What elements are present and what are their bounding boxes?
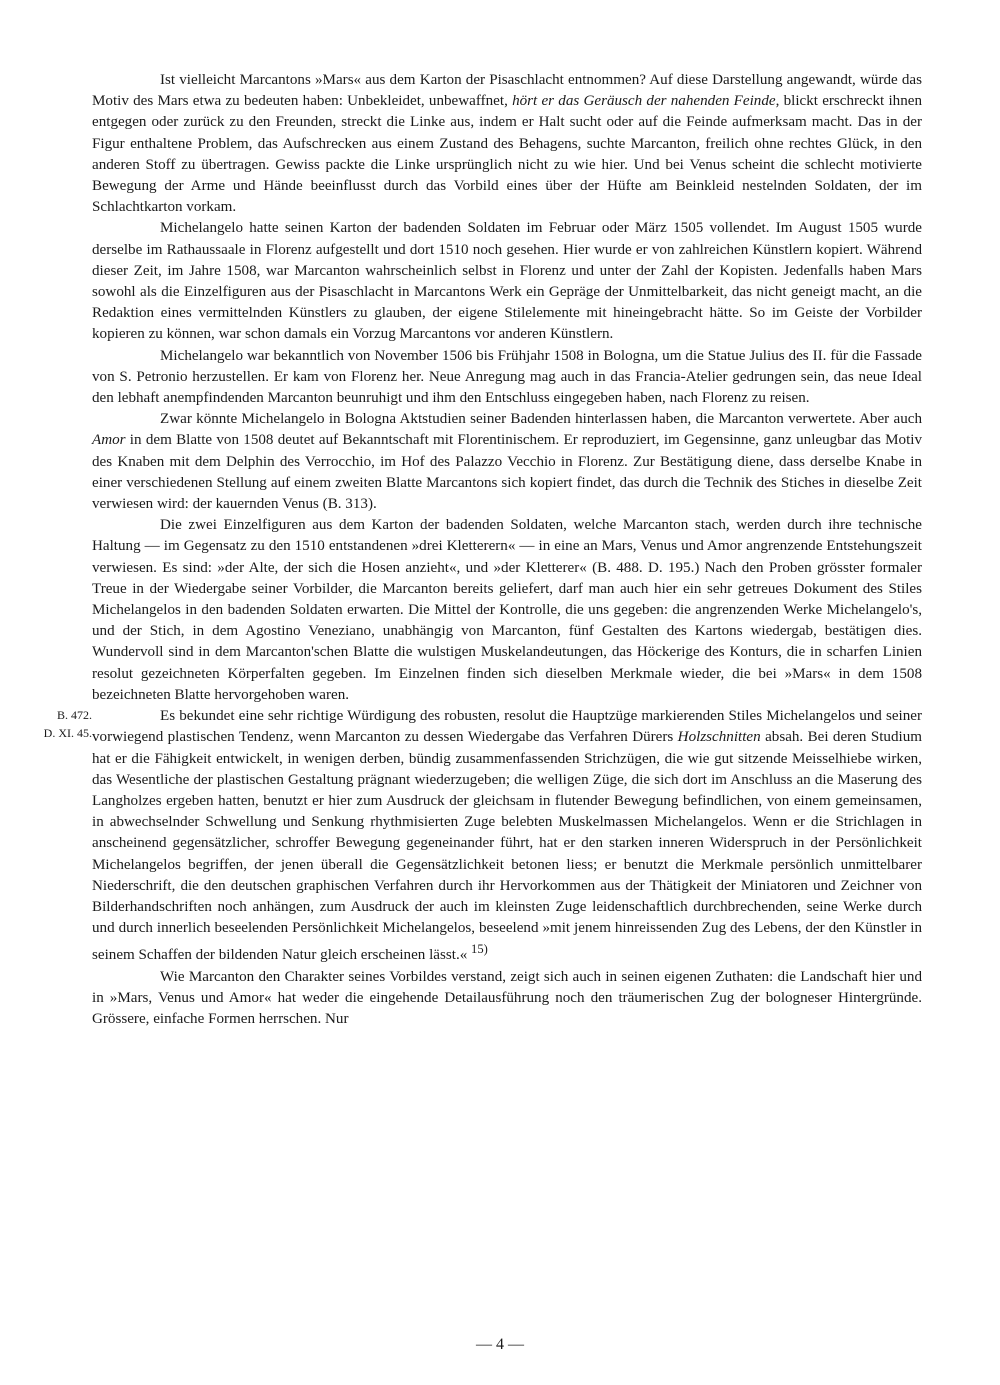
text-span: Die zwei Einzelfiguren aus dem Karton der badenden Soldaten, welche Marcanton stach, werden durch ihre technische Haltung — im Gegensatz zu den 1510 entstandenen »drei Kletterern« — in eine an Mars, Venus und Amor angrenzende Entstehungszeit verwiesen. Es sind: »der Alte, der sich die Hosen anzieht«, und »der Kletterer« (B. 488. D. 195.) Nach den Proben grösster formaler Treue in der Wiedergabe seiner Vorbilder, die Marcanton bereits geliefert, darf man auch hier ein sehr getreues Dokument des Stiles Michelangelos in den badenden Soldaten erwarten. Die Mittel der Kontrolle, die uns gegeben: die angrenzenden Werke Michelangelo's, und der Stich, in dem Agostino Veneziano, unabhängig von Marcanton, fünf Gestalten des Kartons wiedergab, bestätigen dies. Wundervoll sind in dem Marcanton'schen Blatte die wulstigen Muskelandeutungen, das Höckerige des Konturs, die in scharfen Linien resolut gezeichneten Körperfalten gegeben. Im Einzelnen finden sich dieselben Merkmale wieder, die bei »Mars« in dem 1508 bezeichneten Blatte hervorgehoben waren. bbox=[92, 517, 922, 703]
text-span: absah. Bei deren Studium hat er die Fähigkeit entwickelt, in wenigen derben, bündig zusammenfassenden Strichzügen, die wie gut sitzende Meisselhiebe wirken, das Wesentliche der plastischen Gestaltung prägnant wiederzugeben; die welligen Züge, die sich dort im Anschluss an die Maserung des Langholzes ergeben hatten, benutzt er hier zum Ausdruck der gleichsam in flutender Bewegung befindlichen, von einem gemeinsamen, in abwechselnder Schwellung und Senkung rhythmisierten Zuge belebten Muskelmassen Michelangelos. Wenn er die Strichlagen in anscheinend gegensätzlicher, schroffer Bewegung gegeneinander führt, hat er den starken inneren Widerspruch in der Persönlichkeit Michelangelos begriffen, der jenen überall die Gegensätzlichkeit betonen liess; er benutzt die Merkmale persönlich unmittelbarer Niederschrift, die den deutschen graphischen Verfahren durch ihr Hervorkommen aus der Thätigkeit der Miniatoren und Zeichner von Bilderhandschriften noch anhängen, zum Ausdruck der auch im kleinsten Zuge leidenschaftlich durchbrechenden, seine Werke durch und durch innerlich beseelenden Persönlichkeit Michelangelos, beseelend »mit jenem hinreissenden Zug des Lebens, der den Künstler in seinem Schaffen der bildenden Natur gleich erscheinen lässt.« bbox=[92, 729, 922, 964]
text-span: Wie Marcanton den Charakter seines Vorbildes verstand, zeigt sich auch in seinen eigenen Zuthaten: die Landschaft hier und in »Mars, Venus und Amor« hat weder die eingehende Detailausführung noch den träumerischen Zug der bologneser Hintergründe. Grössere, einfache Formen herrschen. Nur bbox=[92, 968, 922, 1027]
margin-reference: B. 472. D. XI. 45. bbox=[43, 708, 92, 740]
paragraph bbox=[92, 70, 922, 218]
italic-text: Amor bbox=[92, 432, 126, 449]
text-span: Michelangelo hatte seinen Karton der badenden Soldaten im Februar oder März 1505 vollendet. Im August 1505 wurde derselbe im Rathaussaale in Florenz aufgestellt und dort 1510 noch gesehen. Hier wurde er von zahlreichen Künstlern kopiert. Während dieser Zeit, im Jahre 1508, war Marcanton wahrscheinlich selbst in Florenz und unter der Zahl der Kopisten. Jedenfalls haben Mars sowohl als die Einzelfiguren aus der Pisaschlacht in Marcantons Werk ein Gepräge der Unmittelbarkeit, das nicht geneigt macht, an die Redaktion eines vermittelnden Künstlers zu glauben, der eigene Stilelemente mit hineingebracht hätte. So im Geiste der Vorbilder kopieren zu können, war schon damals ein Vorzug Marcantons vor anderen Künstlern. bbox=[92, 220, 922, 343]
paragraph bbox=[92, 218, 922, 345]
italic-text: Holzschnitten bbox=[677, 729, 761, 746]
text-span: Ist vielleicht Marcantons »Mars« aus dem Karton der Pisaschlacht entnommen? Auf diese Darstellung angewandt, würde das Motiv des Mars etwa zu bedeuten haben: Unbekleidet, unbewaffnet, bbox=[92, 72, 922, 110]
paragraph bbox=[92, 706, 922, 966]
paragraph bbox=[92, 515, 922, 706]
paragraph bbox=[92, 967, 922, 1031]
text-span: Michelangelo war bekanntlich von November 1506 bis Frühjahr 1508 in Bologna, um die Statue Julius des II. für die Fassade von S. Petronio herzustellen. Er kam von Florenz her. Neue Anregung mag auch in das Francia-Atelier gedrungen sein, das neue Ideal den lebhaft anempfindenden Marcanton beunruhigt und ihm den Entschluss eingegeben haben, nach Florenz zu reisen. bbox=[92, 347, 922, 407]
text-span: in dem Blatte von 1508 deutet auf Bekanntschaft mit Florentinischem. Er reproduziert, im Gegensinne, ganz unleugbar das Motiv des Knaben mit dem Delphin des Verrocchio, im Hof des Palazzo Vecchio in Florenz. Zur Bestätigung diene, dass derselbe Knabe in einer verschiedenen Stellung auf einem zweiten Blatte Marcantons sich kopiert findet, das durch die Technik des Stiches in dieselbe Zeit verwiesen wird: der kauernden Venus (B. 313). bbox=[92, 432, 922, 513]
page-number: — 4 — bbox=[476, 1336, 524, 1353]
text-span: Es bekundet eine sehr richtige Würdigung des robusten, resolut die Hauptzüge markierenden Stiles Michelangelos und seiner vorwiegend plastischen Tendenz, wenn Marcanton zu dessen Wiedergabe das Verfahren Dürers bbox=[92, 708, 922, 746]
footnote-ref: 15) bbox=[471, 942, 488, 957]
text-span: Zwar könnte Michelangelo in Bologna Aktstudien seiner Badenden hinterlassen haben, die Marcanton verwertete. Aber auch bbox=[160, 411, 922, 428]
paragraph bbox=[92, 346, 922, 410]
text-span: , blickt erschreckt ihnen entgegen oder zurück zu den Freunden, streckt die Linke aus, indem er Halt sucht oder auf die Feinde aufmerksam macht. Das in der Figur enthaltene Problem, das Aufschrecken aus einem Zustand des Behagens, suchte Marcanton, freilich ohne rechtes Glück, in den anderen Stoff zu übertragen. Gewiss packte die Linke ursprünglich nicht zu wie hier. Und bei Venus scheint die schlecht motivierte Bewegung der Arme und Hände beeinflusst durch das Vorbild eines über der Hüfte am Beinkleid nestelnden Soldaten, der im Schlachtkarton vorkam. bbox=[92, 93, 922, 216]
body-text bbox=[92, 70, 922, 1030]
italic-text: hört er das Geräusch der nahenden Feinde bbox=[512, 93, 776, 110]
paragraph bbox=[92, 409, 922, 515]
